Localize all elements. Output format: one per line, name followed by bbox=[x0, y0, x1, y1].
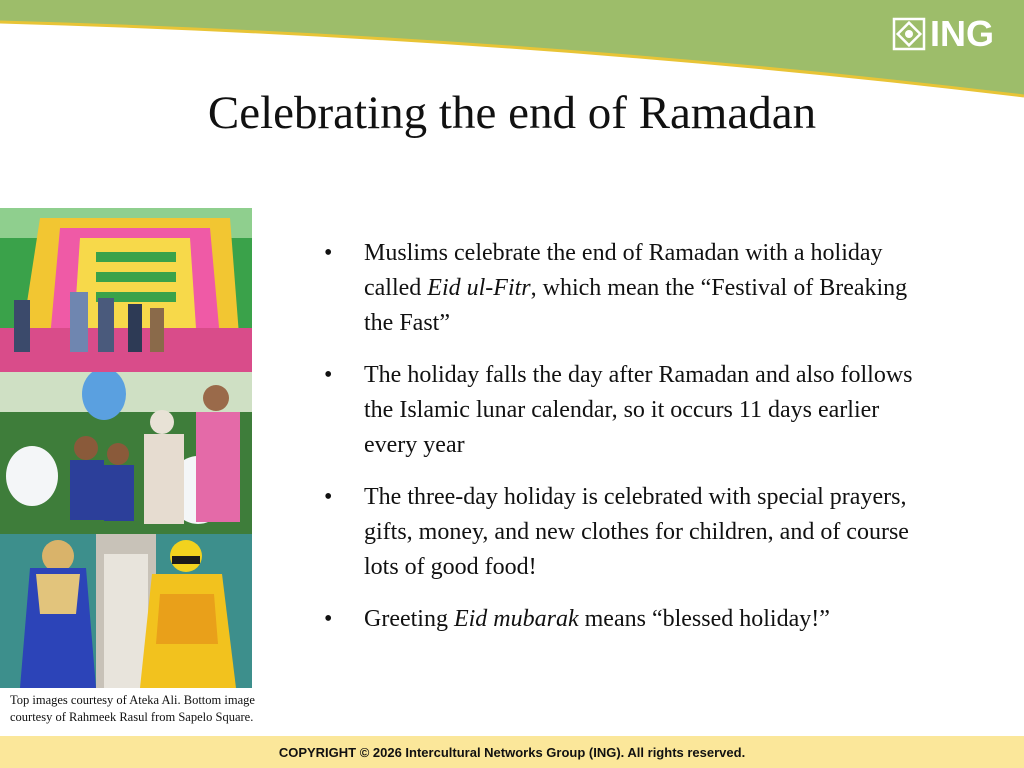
bullet-dot: • bbox=[324, 484, 333, 510]
photo-caption: Top images courtesy of Ateka Ali. Bottom image courtesy of Rahmeek Rasul from Sapelo Square. bbox=[10, 693, 255, 724]
eid-attire-photo bbox=[0, 534, 252, 688]
bullet-text-part: means “blessed holiday!” bbox=[578, 606, 830, 632]
footer-bar bbox=[0, 736, 1024, 768]
bullet-text-part: Greeting bbox=[364, 606, 454, 632]
bullet-dot: • bbox=[324, 240, 333, 266]
bullet-list bbox=[316, 236, 916, 654]
bullet-item bbox=[316, 602, 916, 637]
bouncy-castle-photo bbox=[0, 208, 252, 372]
bullet-dot: • bbox=[324, 362, 333, 388]
bullet-text-italic: Eid mubarak bbox=[453, 606, 579, 632]
bullet-text-part: , which mean the “Festival of Breaking the Fast” bbox=[364, 275, 908, 336]
bullet-text-italic: Eid ul-Fitr bbox=[427, 275, 531, 301]
bullet-text-part: Muslims celebrate the end of Ramadan with a holiday called bbox=[364, 240, 883, 301]
bullet-item bbox=[316, 480, 916, 585]
photo-stack bbox=[0, 208, 252, 688]
slide-title: Celebrating the end of Ramadan bbox=[207, 87, 817, 139]
children-balloons-photo bbox=[0, 372, 252, 534]
copyright-text: COPYRIGHT © 2026 Intercultural Networks Group (ING). All rights reserved. bbox=[278, 744, 746, 760]
bullet-text-part: The three-day holiday is celebrated with special prayers, gifts, money, and new clothes for children, and of course lots of good food! bbox=[364, 484, 909, 580]
ornament-icon bbox=[892, 17, 926, 51]
logo-text: ING bbox=[930, 13, 995, 54]
ing-logo bbox=[892, 13, 995, 54]
header-band bbox=[0, 0, 1024, 100]
bullet-item bbox=[316, 236, 916, 341]
bullet-dot: • bbox=[324, 606, 333, 632]
bullet-item bbox=[316, 358, 916, 463]
bullet-text-part: The holiday falls the day after Ramadan and also follows the Islamic lunar calendar, so it occurs 11 days earlier every year bbox=[364, 362, 913, 458]
